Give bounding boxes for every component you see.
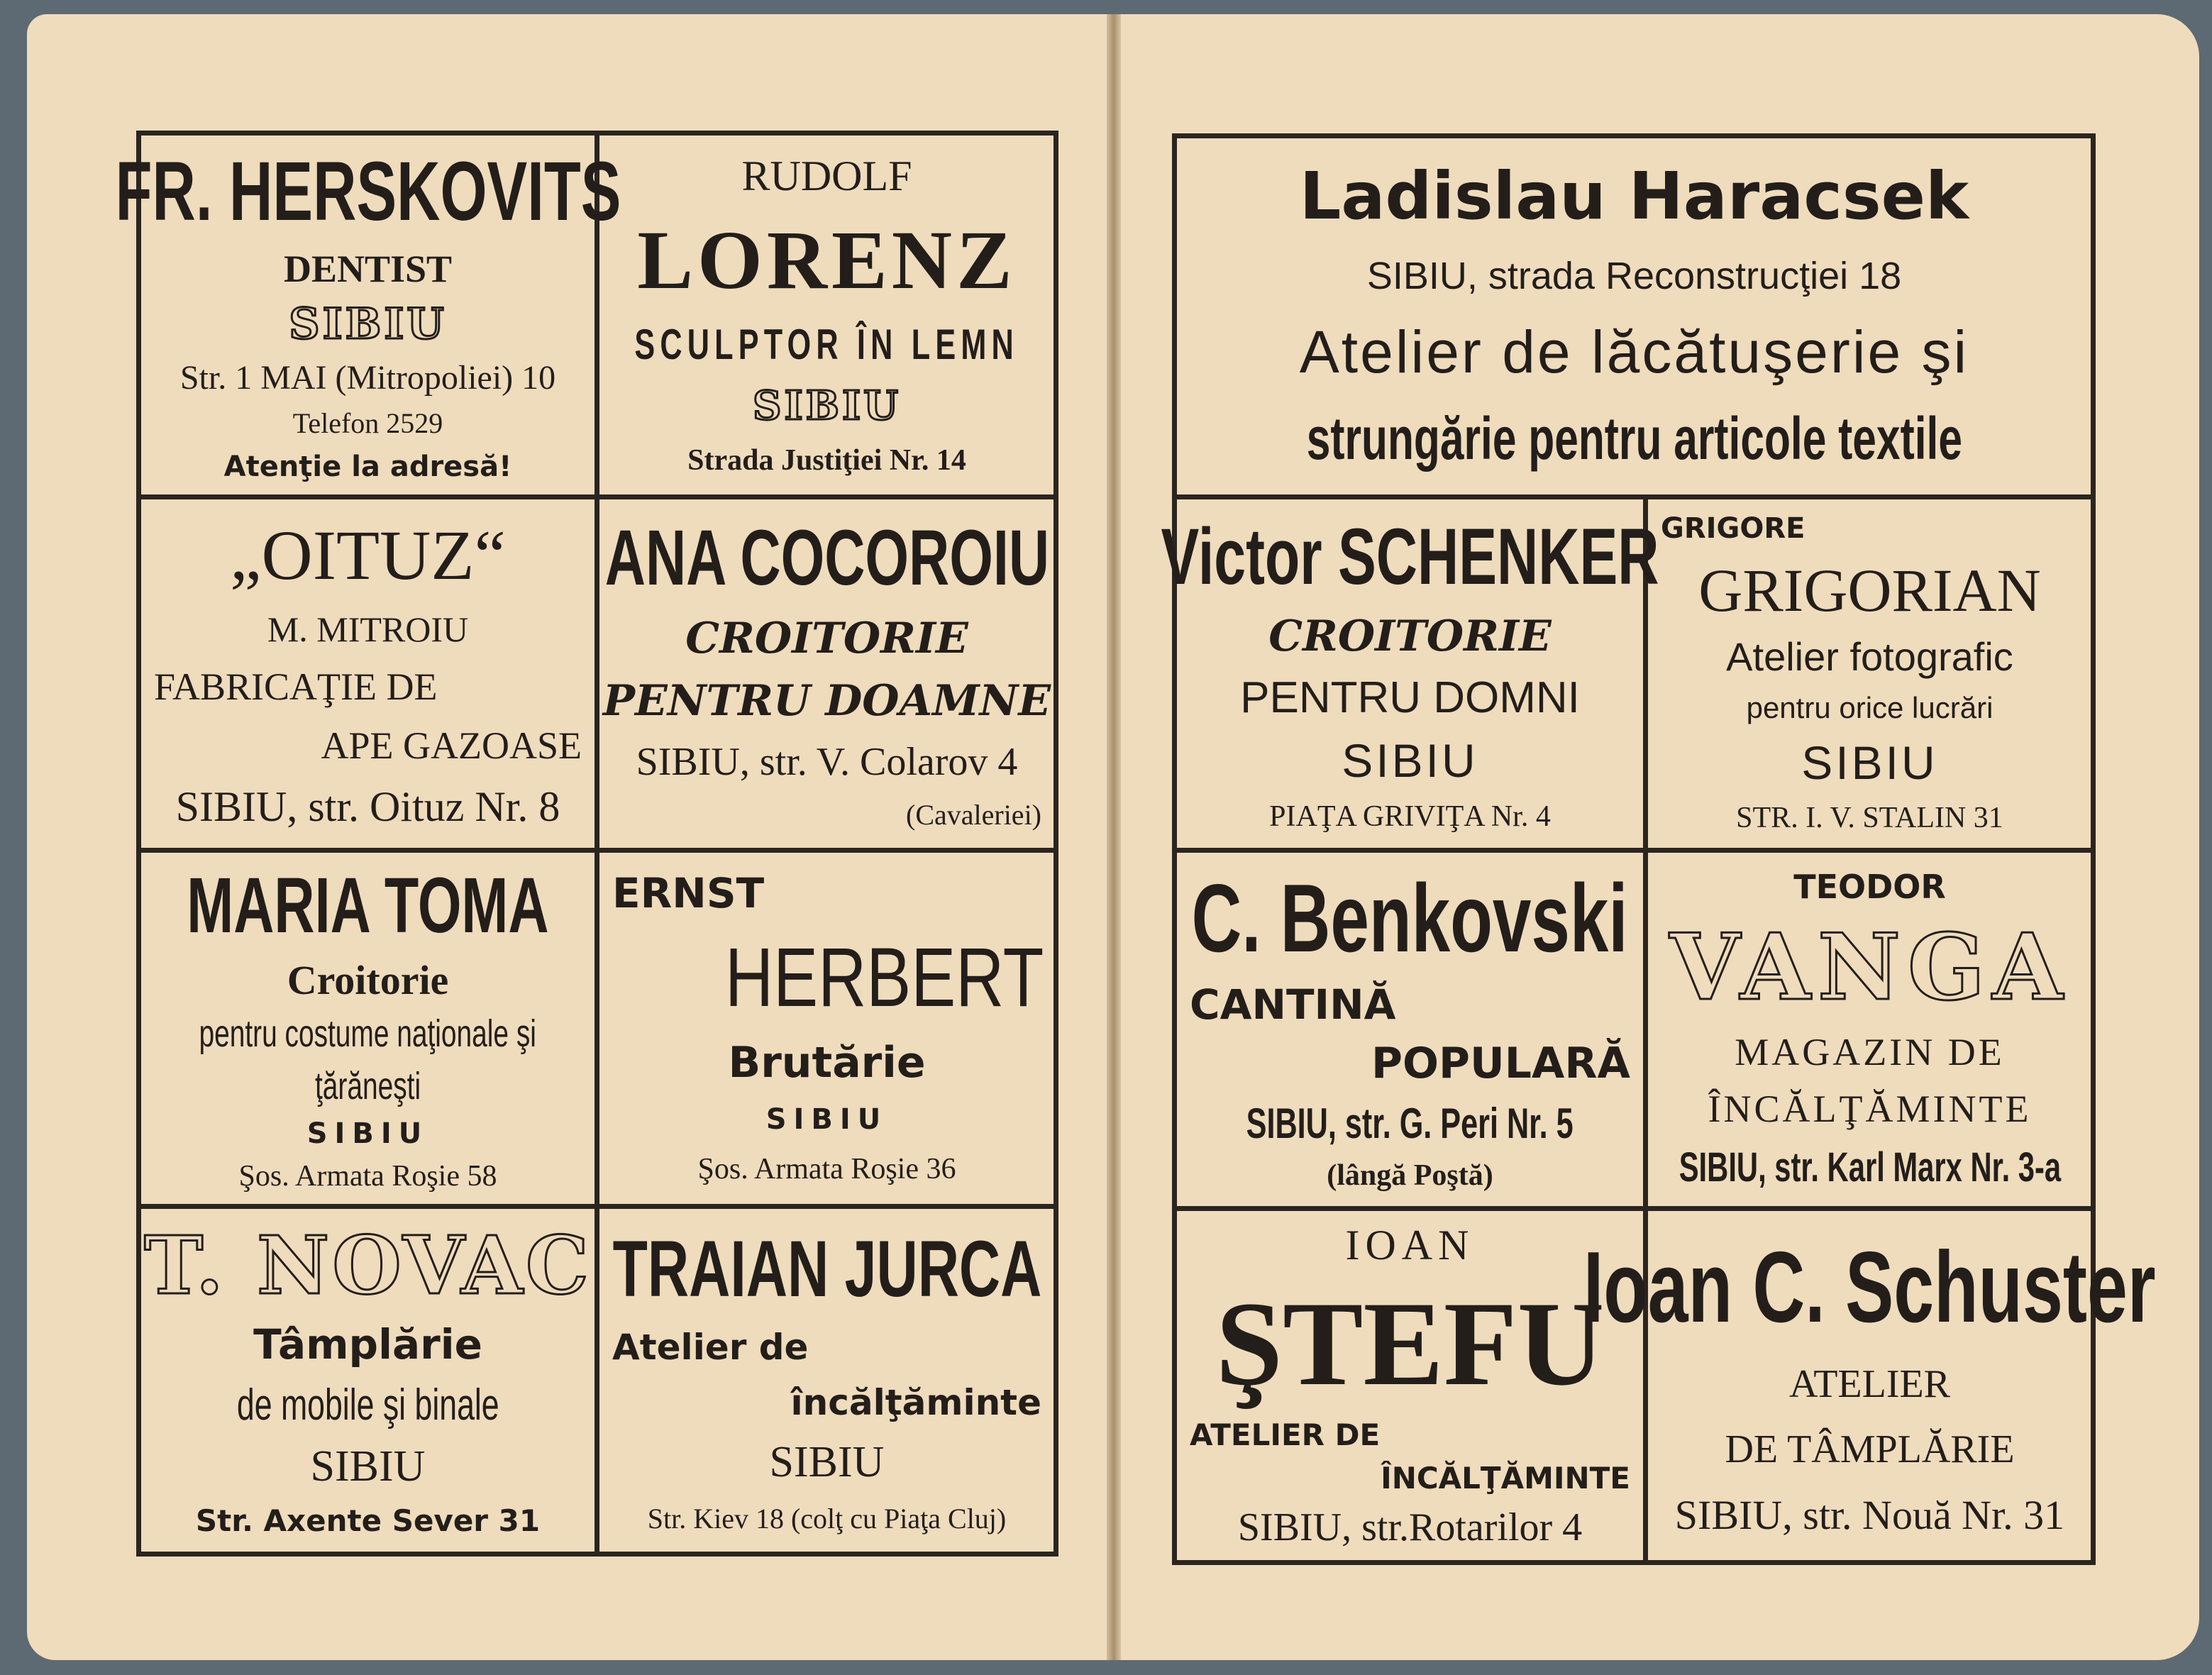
address-note: (Cavaleriei)	[906, 799, 1041, 831]
address: SIBIU, str. Oituz Nr. 8	[175, 783, 560, 830]
right-divider-row2	[1176, 1206, 2091, 1211]
profession: Brutărie	[728, 1038, 926, 1088]
profession-line2: PENTRU DOMNI	[1240, 673, 1580, 722]
right-divider-row1	[1176, 848, 2091, 853]
advertiser-name: ŞTEFU	[1215, 1276, 1605, 1410]
city: SIBIU	[289, 299, 447, 350]
activity-line1: Atelier de lăcătuşerie şi	[1299, 318, 1969, 385]
notice: Atenţie la adresă!	[223, 450, 512, 483]
address: STR. I. V. STALIN 31	[1736, 801, 2003, 834]
ad-schuster	[1583, 1211, 2156, 1561]
profession-line2: PENTRU DOAMNE	[602, 675, 1051, 726]
city: SIBIU	[310, 1442, 426, 1491]
address: SIBIU, str. Karl Marx Nr. 3-a	[1679, 1144, 2061, 1190]
city: SIBIU	[765, 1103, 888, 1137]
address: SIBIU, str. V. Colarov 4	[636, 739, 1018, 784]
left-divider-row1	[140, 494, 1054, 499]
ad-cocoroiu	[599, 499, 1054, 848]
profession-line1: CROITORIE	[1268, 611, 1552, 661]
city: SIBIU	[306, 1117, 429, 1150]
advertiser-name: „OITUZ“	[230, 516, 506, 595]
profession-line2: ÎNCĂLŢĂMINTE	[1381, 1461, 1630, 1496]
city: SIBIU	[1342, 734, 1478, 787]
phone: Telefon 2529	[292, 407, 443, 440]
advertiser-name: FR. HERSKOVITS	[115, 145, 621, 239]
book-gutter	[1107, 14, 1121, 1660]
activity-line1: ATELIER	[1788, 1362, 1951, 1407]
first-name: ERNST	[612, 868, 765, 917]
description-line2: ţărăneşti	[314, 1065, 421, 1108]
ad-oituz	[141, 499, 595, 848]
ad-vanga	[1648, 853, 2091, 1206]
address: SIBIU, str.Rotarilor 4	[1237, 1505, 1583, 1549]
activity-line2: POPULARĂ	[1371, 1038, 1630, 1088]
ad-lorenz	[599, 136, 1054, 494]
owner: M. MITROIU	[267, 609, 469, 650]
activity-line2: APE GAZOASE	[321, 724, 582, 767]
activity-line2: strungărie pentru articole textile	[1306, 405, 1962, 472]
description: de mobile şi binale	[236, 1381, 499, 1430]
ad-haracsek	[1177, 138, 2091, 494]
ad-novac	[141, 1209, 595, 1552]
left-divider-row2	[140, 848, 1054, 853]
profession-line1: CROITORIE	[685, 614, 968, 664]
advertiser-name: ANA COCOROIU	[604, 514, 1049, 602]
city: SIBIU	[769, 1438, 885, 1487]
ad-schenker	[1161, 499, 1659, 848]
profession-line2: încălţăminte	[790, 1382, 1041, 1424]
right-divider-vertical	[1643, 499, 1648, 1561]
left-divider-row3	[140, 1204, 1054, 1209]
activity-line1: FABRICAŢIE DE	[154, 665, 438, 709]
city: SIBIU	[753, 382, 901, 430]
address: SIBIU, strada Reconstrucţiei 18	[1366, 254, 1902, 297]
ad-stefu	[1177, 1211, 1643, 1561]
address: SIBIU, str. G. Peri Nr. 5	[1246, 1099, 1574, 1147]
right-divider-banner	[1176, 494, 2091, 499]
profession-line1: Atelier de	[612, 1327, 809, 1369]
address: Şos. Armata Roşie 58	[238, 1159, 497, 1193]
address: Şos. Armata Roşie 36	[697, 1153, 956, 1185]
ad-jurca	[599, 1209, 1054, 1552]
ad-herbert	[599, 853, 1054, 1204]
profession: Tâmplărie	[253, 1320, 482, 1369]
activity-line1: CANTINĂ	[1190, 980, 1396, 1029]
profession: DENTIST	[283, 248, 453, 291]
address: Str. 1 MAI (Mitropoliei) 10	[179, 358, 556, 397]
address: PIAŢA GRIVIŢA Nr. 4	[1269, 800, 1551, 833]
address: SIBIU, str. Nouă Nr. 31	[1674, 1492, 2065, 1538]
advertiser-name: Victor SCHENKER	[1161, 512, 1659, 601]
address: Str. Axente Sever 31	[195, 1503, 541, 1538]
city: SIBIU	[1801, 736, 1938, 789]
advertiser-name: GRIGORIAN	[1698, 555, 2041, 624]
profession: SCULPTOR ÎN LEMN	[634, 321, 1019, 369]
advertiser-name: MARIA TOMA	[187, 862, 549, 950]
first-name: GRIGORE	[1661, 512, 1805, 546]
activity-line2: ÎNCĂLŢĂMINTE	[1708, 1088, 2032, 1131]
first-name: IOAN	[1345, 1222, 1475, 1269]
profession: Croitorie	[287, 956, 449, 1003]
address: Strada Justiţiei Nr. 14	[687, 444, 966, 477]
first-name: RUDOLF	[741, 152, 912, 199]
address-note: (lângă Poştă)	[1327, 1159, 1493, 1193]
profession: Atelier fotografic	[1726, 634, 2013, 680]
left-divider-vertical	[595, 135, 599, 1552]
first-name: TEODOR	[1793, 867, 1946, 906]
advertiser-name: Ladislau Haracsek	[1299, 158, 1969, 235]
ad-benkovski	[1177, 853, 1643, 1206]
profession-line1: ATELIER DE	[1190, 1417, 1381, 1452]
advertiser-name: Ioan C. Schuster	[1583, 1231, 2156, 1344]
activity-line2: DE TÂMPLĂRIE	[1725, 1427, 2015, 1472]
advertiser-name: LORENZ	[637, 214, 1017, 307]
activity-line1: MAGAZIN DE	[1735, 1031, 2005, 1074]
ad-maria-toma	[141, 853, 595, 1204]
advertiser-name: HERBERT	[725, 930, 1044, 1024]
description: pentru orice lucrări	[1746, 691, 1993, 725]
ad-herskovits	[115, 136, 621, 494]
advertiser-name: TRAIAN JURCA	[612, 1224, 1041, 1313]
advertiser-name: C. Benkovski	[1192, 863, 1628, 972]
description-line1: pentru costume naţionale şi	[199, 1012, 537, 1056]
advertiser-name: VANGA	[1669, 914, 2070, 1022]
ad-grigorian	[1648, 499, 2091, 848]
advertiser-name: T. NOVAC	[143, 1219, 592, 1312]
address: Str. Kiev 18 (colţ cu Piaţa Cluj)	[647, 1503, 1007, 1535]
